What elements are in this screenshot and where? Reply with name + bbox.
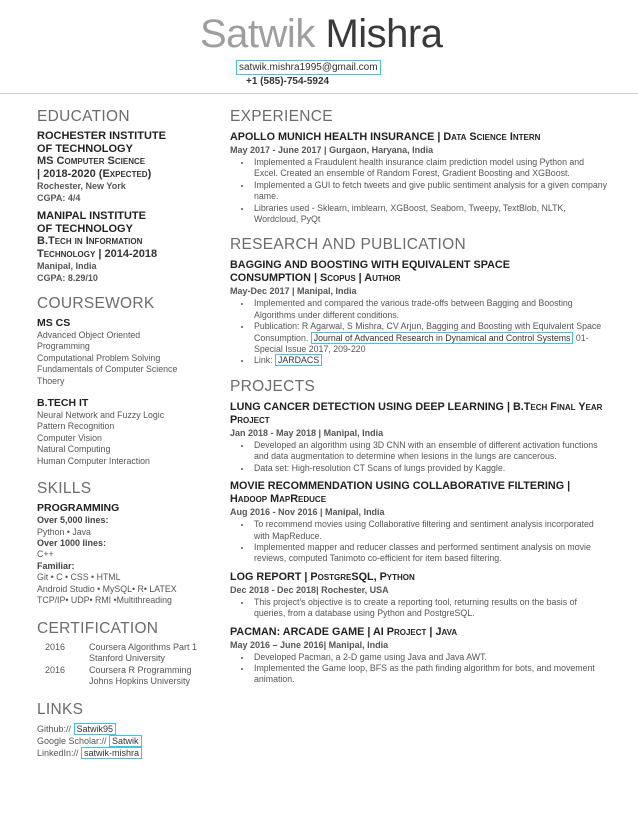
- course-item: Neural Network and Fuzzy Logic: [37, 410, 165, 421]
- project-name: [230, 571, 610, 584]
- coursework-title: COURSEWORK: [37, 295, 155, 312]
- project-name: [230, 401, 610, 427]
- course-item: Pattern Recognition: [37, 421, 115, 432]
- coursework-group-heading: MS CS: [37, 317, 71, 329]
- certification-name: Coursera R Programming: [89, 664, 192, 675]
- skill-list: TCP/IP• UDP• RMI •Multithreading: [37, 595, 172, 606]
- skill-level-label: Over 5,000 lines:: [37, 515, 109, 526]
- course-item: Programming: [37, 341, 90, 352]
- project-meta: Jan 2018 - May 2018 | Manipal, India: [230, 427, 384, 438]
- bullet: • Implemented the Game loop, BFS as the path finding algorithm for bots, and movement animation.: [252, 663, 610, 686]
- links-title: LINKS: [37, 700, 84, 718]
- bullet: • Implemented a GUI to fetch tweets and give public sentiment analysis for a given company name.: [252, 180, 610, 203]
- project-name: [230, 626, 610, 639]
- publication-details: 01-Special Issue 2017, 209-220: [254, 332, 589, 355]
- link-item-github: [37, 723, 222, 735]
- experience-title: EXPERIENCE: [230, 108, 333, 125]
- link-item-scholar: [37, 735, 222, 747]
- course-item: Advanced Object Oriented: [37, 330, 141, 340]
- certification-title: CERTIFICATION: [37, 619, 159, 637]
- skill-list: Android Studio • MySQL• R• LATEX: [37, 583, 177, 594]
- project-item: [230, 480, 610, 565]
- project-tag: | B.Tech Final Year Project: [230, 400, 603, 426]
- linkedin-link[interactable]: satwik-mishra: [81, 747, 142, 759]
- degree: MS Computer Science: [37, 155, 146, 167]
- link-prefix: LinkedIn://: [37, 748, 82, 758]
- skill-list: Python • Java: [37, 526, 91, 537]
- education-item: [37, 210, 222, 284]
- experience-org: [230, 131, 610, 144]
- org-name: APOLLO MUNICH HEALTH INSURANCE: [230, 131, 435, 143]
- project-tag: | PostgreSQL, Python: [304, 570, 415, 583]
- degree: B.Tech in Information: [37, 235, 143, 247]
- project-tag: | Hadoop MapReduce: [230, 480, 571, 506]
- project-meta: Aug 2016 - Nov 2016 | Manipal, India: [230, 507, 385, 518]
- institution-name: MANIPAL INSTITUTE: [37, 210, 146, 222]
- bullet-link: [252, 355, 610, 366]
- left-column: [37, 107, 222, 759]
- right-column: [230, 107, 610, 686]
- location: Manipal, India: [37, 261, 97, 271]
- phone-number: +1 (585)-754-5924: [246, 76, 330, 87]
- course-item: Fundamentals of Computer Science: [37, 364, 178, 375]
- certification-year: 2016: [45, 664, 66, 675]
- journal-link[interactable]: Journal of Advanced Research in Dynamical and Control Systems: [311, 332, 574, 344]
- bullet: • Developed an algorithm using 3D CNN with an ensemble of different activation functions and data augmentation to determine when lesions in the lungs are cancerous.: [252, 440, 610, 463]
- first-name: Satwik: [200, 12, 315, 56]
- skill-level-label: Over 1000 lines:: [37, 537, 107, 548]
- bullet: • Implemented a Fraudulent health insurance claim prediction model using Python and Excel. Created an ensemble of Random Forest, Gradient Boosting and XGBoost.: [252, 157, 610, 180]
- location: Rochester, New York: [37, 181, 126, 191]
- project-title: LUNG CANCER DETECTION USING DEEP LEARNING: [230, 400, 504, 413]
- project-item: [230, 626, 610, 686]
- email-link[interactable]: satwik.mishra1995@gmail.com: [236, 60, 381, 75]
- candidate-name: [200, 10, 442, 58]
- research-meta: May-Dec 2017 | Manipal, India: [230, 286, 357, 297]
- project-title: PACMAN: ARCADE GAME: [230, 625, 365, 638]
- research-name-cont: [230, 272, 610, 285]
- project-meta: Dec 2018 - Dec 2018| Rochester, USA: [230, 584, 389, 595]
- header-divider: [0, 93, 638, 94]
- project-title: MOVIE RECOMMENDATION USING COLLABORATIVE FILTERING: [230, 480, 565, 493]
- certification-issuer: Johns Hopkins University: [89, 676, 191, 687]
- certification-name: Coursera Algorithms Part 1: [89, 641, 198, 652]
- link-item-linkedin: [37, 747, 222, 759]
- bullet: • Libraries used - Sklearn, imblearn, XGBoost, Seaborn, Tweepy, TextBlob, NLTK, Wordcloud, PyQt: [252, 203, 610, 226]
- course-item: Computer Vision: [37, 432, 102, 443]
- gpa: CGPA: 4/4: [37, 193, 81, 203]
- course-item: Natural Computing: [37, 444, 111, 455]
- certification-item: [45, 642, 222, 665]
- skills-title: SKILLS: [37, 480, 92, 498]
- experience-bullets: [230, 157, 610, 225]
- gpa: CGPA: 8.29/10: [37, 273, 98, 283]
- institution-name-cont: OF TECHNOLOGY: [37, 142, 133, 155]
- course-item: Human Computer Interaction: [37, 455, 150, 466]
- experience-item: [230, 131, 610, 225]
- bullet: • This project's objective is to create a reporting tool, returning results on the basis of queries, from a database using Python and PostgreSQL.: [252, 597, 610, 620]
- research-name: BAGGING AND BOOSTING WITH EQUIVALENT SPACE: [230, 259, 510, 272]
- skill-list: C++: [37, 549, 54, 560]
- coursework-group-heading: B.TECH IT: [37, 397, 89, 410]
- bullet: • Developed Pacman, a 2-D game using Java and Java AWT.: [252, 652, 610, 663]
- skill-level-label: Familiar:: [37, 560, 75, 571]
- bullet: • Implemented mapper and reducer classes and performed sentiment analysis on movie reviews, computed Tanimoto co-efficient for item based filtering.: [252, 542, 610, 565]
- last-name: Mishra: [325, 12, 443, 56]
- link-prefix: Google Scholar://: [37, 735, 110, 746]
- bullet: • Data set: High-resolution CT Scans of lungs provided by Kaggle.: [252, 463, 610, 474]
- role: | Data Science Intern: [437, 131, 541, 143]
- research-tag: | Scopus | Author: [313, 272, 401, 285]
- link-prefix: Github://: [37, 723, 74, 734]
- jardacs-link[interactable]: JARDACS: [275, 354, 322, 366]
- skills-heading: PROGRAMMING: [37, 502, 120, 515]
- project-meta: May 2016 – June 2016| Manipal, India: [230, 639, 389, 650]
- certification-item: [45, 665, 222, 688]
- research-title: RESEARCH AND PUBLICATION: [230, 236, 467, 254]
- research-bullets: [230, 298, 610, 366]
- education-title: EDUCATION: [37, 108, 130, 125]
- certification-year: 2016: [45, 641, 66, 652]
- project-name: [230, 480, 610, 506]
- bullet: • Implemented and compared the various trade-offs between Bagging and Boosting Algorithms under different conditions.: [252, 298, 610, 321]
- project-bullets: [230, 597, 610, 620]
- degree-dates: | 2018-2020 (Expected): [37, 167, 152, 180]
- project-bullets: [230, 440, 610, 474]
- publication-text: Publication: R Agarwal, S Mishra, CV Arjun, Bagging and Boosting with Equivalent Space Consumption.: [254, 321, 602, 343]
- bullet: • To recommend movies using Collaborative filtering and sentiment analysis incorporated with MapReduce.: [252, 519, 610, 542]
- projects-title: PROJECTS: [230, 377, 316, 395]
- certification-issuer: Stanford University: [89, 653, 166, 664]
- project-bullets: [230, 519, 610, 565]
- institution-name: ROCHESTER INSTITUTE: [37, 130, 166, 142]
- education-item: [37, 130, 222, 204]
- bullet-publication: [252, 321, 610, 355]
- research-item: [230, 259, 610, 366]
- contact-info: [236, 60, 381, 88]
- link-prefix: Link:: [254, 355, 276, 366]
- experience-meta: May 2017 - June 2017 | Gurgaon, Haryana, India: [230, 145, 434, 155]
- project-tag: | AI Project | Java: [367, 625, 458, 638]
- scholar-link[interactable]: Satwik: [109, 735, 142, 747]
- skill-list: Git • C • CSS • HTML: [37, 572, 121, 583]
- project-title: LOG REPORT: [230, 570, 302, 583]
- github-link[interactable]: Satwik95: [74, 723, 117, 735]
- project-item: [230, 401, 610, 474]
- project-bullets: [230, 652, 610, 686]
- course-item: Computational Problem Solving: [37, 352, 161, 363]
- institution-name-cont: OF TECHNOLOGY: [37, 222, 133, 235]
- course-item: Thoery: [37, 375, 65, 386]
- degree-dates: Technology | 2014-2018: [37, 247, 158, 260]
- project-item: [230, 571, 610, 620]
- research-name-end: CONSUMPTION: [230, 272, 311, 285]
